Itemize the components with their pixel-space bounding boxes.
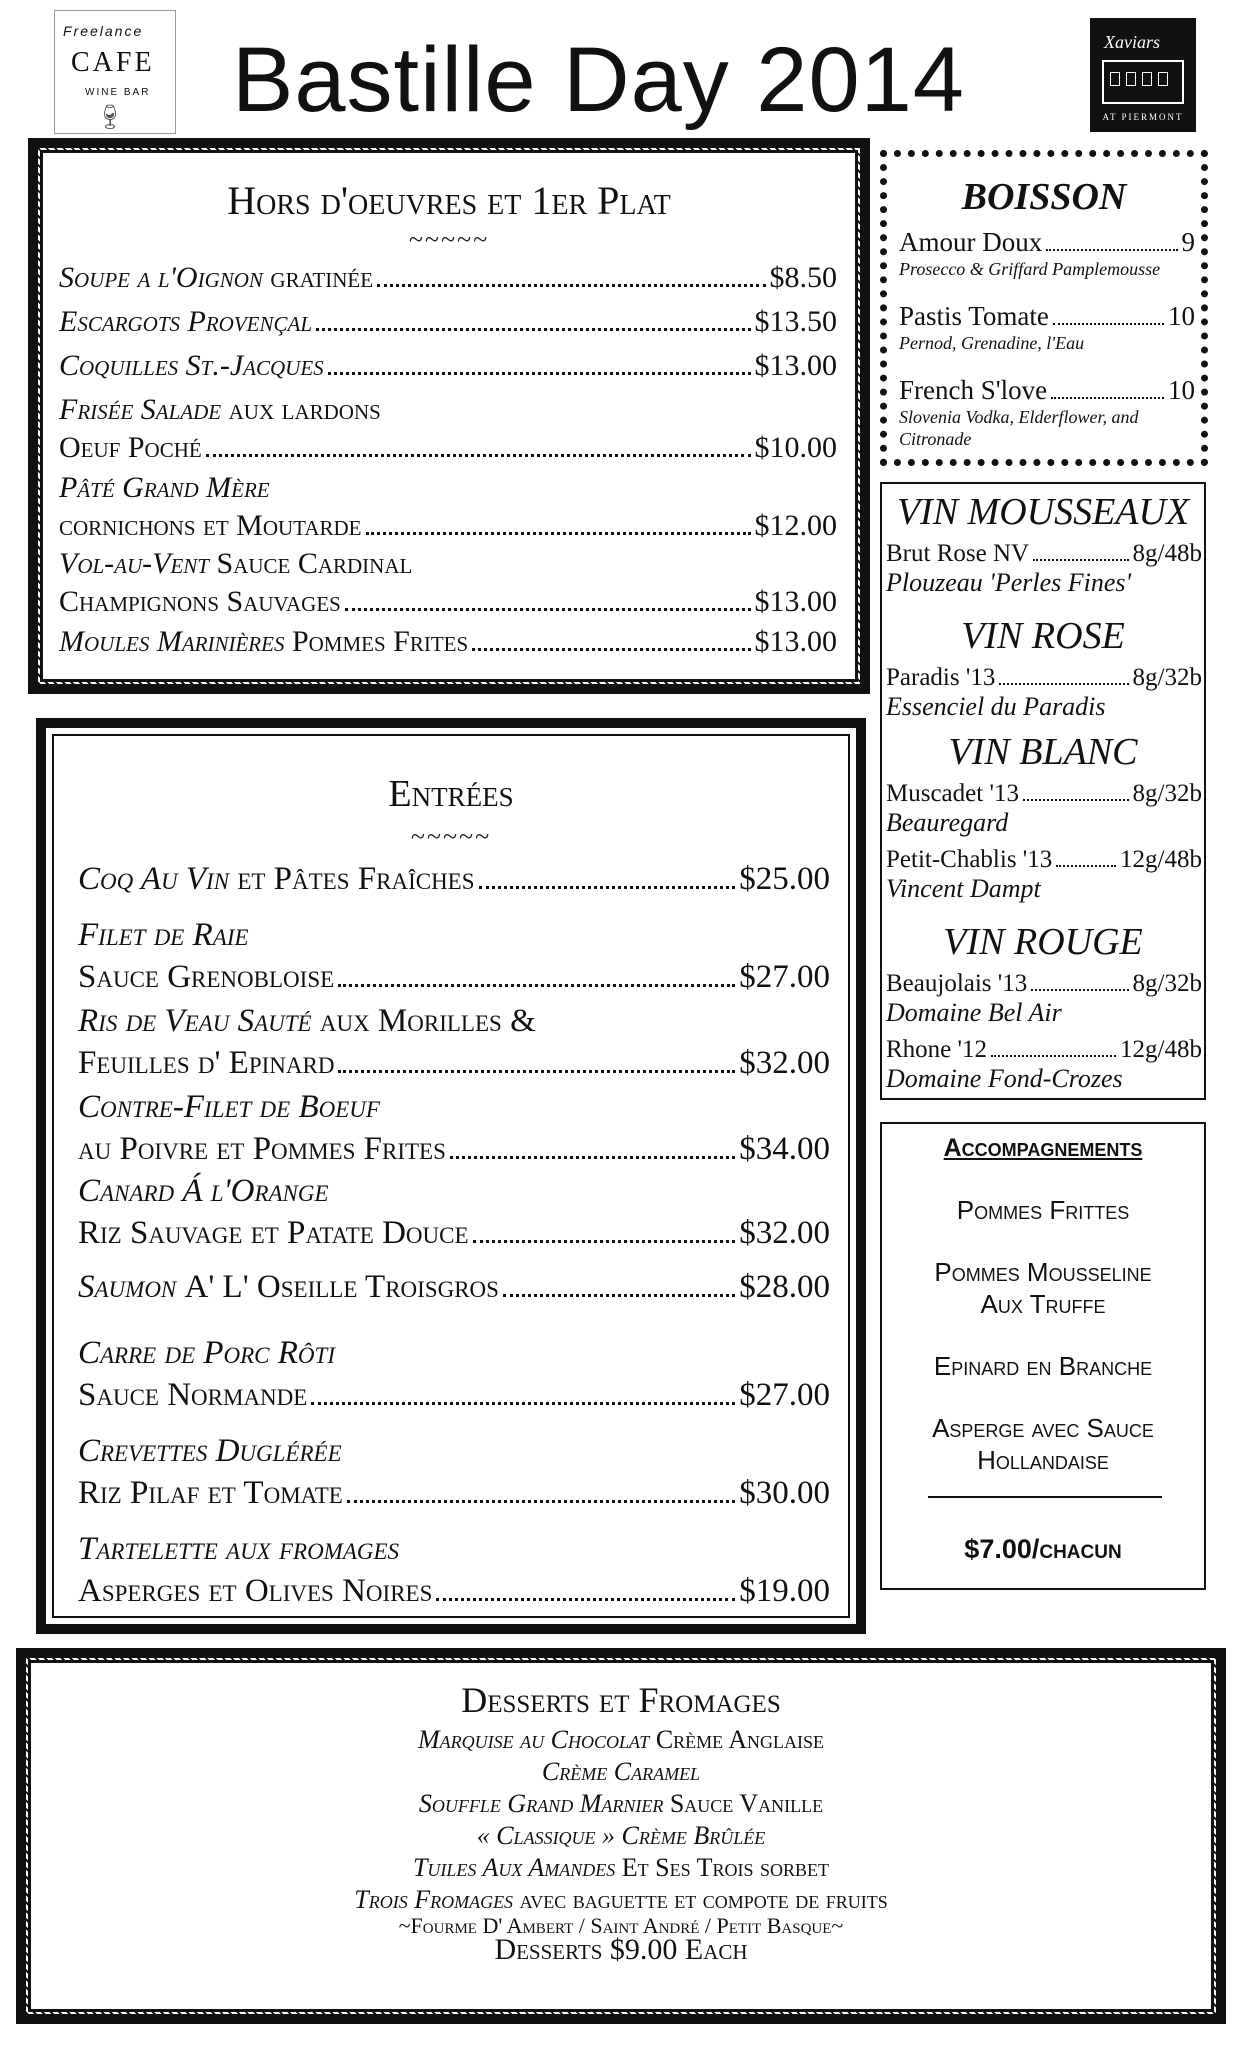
side-item: Pommes Frittes — [956, 1195, 1130, 1225]
boisson-section — [880, 150, 1208, 466]
accompagnements-section — [880, 1122, 1206, 1590]
entrees-section — [36, 718, 866, 1634]
wine-heading-mousseaux: VIN MOUSSEAUX — [896, 491, 1190, 533]
side-item: Pommes Mousseline Aux Truffe — [934, 1257, 1152, 1319]
menu-item: Soupe a l'Oignon gratinée $8.50 — [59, 261, 837, 294]
dessert-item: Marquise au Chocolat Crème Anglaise — [417, 1725, 824, 1754]
side-item: Asperge avec Sauce Hollandaise — [932, 1413, 1154, 1475]
wine-heading-rouge: VIN ROUGE — [943, 921, 1143, 963]
menu-item: Contre-Filet de Boeuf au Poivre et Pommes Frites $34.00 — [78, 1089, 830, 1167]
menu-item: Canard Á l'Orange Riz Sauvage et Patate Douce $32.00 — [78, 1173, 830, 1251]
logo-subtitle: AT PIERMONT — [1102, 112, 1184, 122]
wine-heading-rose: VIN ROSE — [961, 615, 1125, 657]
wine-heading-blanc: VIN BLANC — [948, 731, 1138, 773]
building-icon — [1102, 60, 1184, 104]
desserts-section — [16, 1648, 1226, 2024]
menu-item: Filet de Raie Sauce Grenobloise $27.00 — [78, 917, 830, 995]
menu-item: Coquilles St.-Jacques $13.00 — [59, 349, 837, 382]
cheese-list: ~Fourme D' Ambert / Saint André / Petit Basque~ — [398, 1913, 844, 1938]
flourish-ornament: ~~~~~ — [410, 822, 492, 851]
side-item: Epinard en Branche — [933, 1351, 1153, 1381]
accompagnements-title: Accompagnements — [943, 1134, 1143, 1162]
dessert-item: « Classique » Crème Brûlée — [476, 1821, 766, 1850]
dessert-item: Tuiles Aux Amandes Et Ses Trois sorbet — [412, 1853, 830, 1882]
xaviars-logo — [1090, 18, 1196, 132]
flourish-ornament: ~~~~~ — [408, 225, 490, 254]
logo-line1: Freelance — [63, 23, 144, 39]
dessert-item: Trois Fromages avec baguette et compote de fruits — [354, 1885, 888, 1914]
menu-item: Moules Marinières Pommes Frites $13.00 — [59, 625, 837, 658]
dessert-item: Souffle Grand Marnier Sauce Vanille — [418, 1789, 824, 1818]
freelance-cafe-logo — [54, 10, 176, 134]
divider — [928, 1496, 1162, 1498]
desserts-title: Desserts et Fromages — [461, 1680, 781, 1720]
wine-item: Rhone '12 12g/48b Domaine Fond-Crozes — [886, 1036, 1202, 1093]
menu-item: Frisée Salade aux lardons Oeuf Poché $10.00 — [59, 393, 837, 464]
hors-doeuvres-section — [28, 138, 870, 694]
menu-item: Pâté Grand Mère cornichons et Moutarde $12.00 — [59, 471, 837, 542]
menu-item: Saumon A' L' Oseille Troisgros $28.00 — [78, 1269, 830, 1305]
desserts-price: Desserts $9.00 Each — [494, 1933, 748, 1966]
wine-item: Paradis '13 8g/32b Essenciel du Paradis — [886, 664, 1202, 721]
menu-item: Coq Au Vin et Pâtes Fraîches $25.00 — [78, 861, 830, 897]
menu-item: Carre de Porc Rôti Sauce Normande $27.00 — [78, 1335, 830, 1413]
menu-item: Escargots Provençal $13.50 — [59, 305, 837, 338]
drink-item: Amour Doux 9 Prosecco & Griffard Pamplemousse — [899, 227, 1195, 279]
menu-item: Crevettes Duglérée Riz Pilaf et Tomate $30.00 — [78, 1433, 830, 1511]
menu-item: Tartelette aux fromages Asperges et Olives Noires $19.00 — [78, 1531, 830, 1609]
logo-line2: CAFE — [71, 47, 155, 78]
logo-line3: WINE BAR — [85, 87, 151, 98]
accompagnements-price: $7.00/chacun — [964, 1534, 1122, 1564]
hors-title: Hors d'oeuvres et 1er Plat — [227, 178, 671, 223]
boisson-title: BOISSON — [961, 176, 1127, 218]
wine-item: Muscadet '13 8g/32b Beauregard — [886, 780, 1202, 837]
wine-item: Beaujolais '13 8g/32b Domaine Bel Air — [886, 970, 1202, 1027]
menu-item: Ris de Veau Sauté aux Morilles & Feuilles d' Epinard $32.00 — [78, 1003, 830, 1081]
menu-item: Vol-au-Vent Sauce Cardinal Champignons Sauvages $13.00 — [59, 547, 837, 618]
wine-list-section — [880, 482, 1206, 1100]
wine-glass-icon: 🍷︎ — [95, 104, 126, 131]
wine-item: Brut Rose NV 8g/48b Plouzeau 'Perles Fines' — [886, 540, 1202, 597]
logo-signature: Xaviars — [1104, 32, 1160, 52]
page-title: Bastille Day 2014 — [232, 29, 965, 131]
drink-item: French S'love 10 Slovenia Vodka, Elderflower, and Citronade — [899, 375, 1195, 449]
wine-item: Petit-Chablis '13 12g/48b Vincent Dampt — [886, 846, 1202, 903]
dessert-item: Crème Caramel — [541, 1757, 701, 1786]
entrees-title: Entrées — [388, 773, 514, 815]
drink-item: Pastis Tomate 10 Pernod, Grenadine, l'Eau — [899, 301, 1195, 353]
